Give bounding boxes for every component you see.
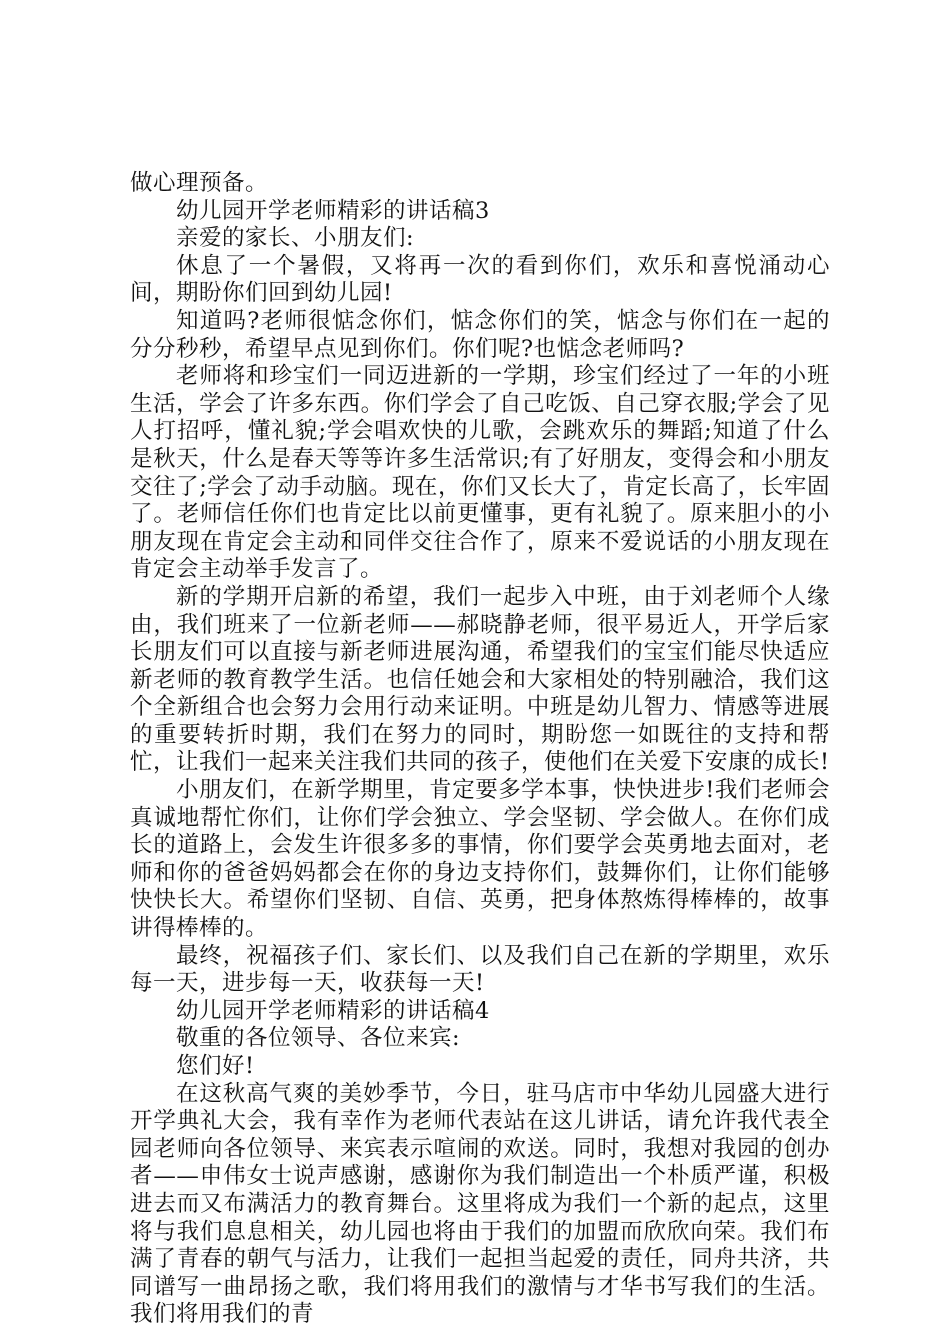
paragraph-continuation: 做心理预备。 [130,170,269,196]
paragraph: 老师将和珍宝们一同迈进新的一学期，珍宝们经过了一年的小班生活，学会了许多东西。你们学会了自己吃饭、自己穿衣服;学会了见人打招呼，懂礼貌;学会唱欢快的儿歌，会跳欢乐的舞蹈;知道了什么是秋天，什么是春天等等许多生活常识;有了好朋友，变得会和小朋友交往了;学会了动手动脑。现在，你们又长大了，肯定长高了，长牢固了。老师信任你们也肯定比以前更懂事，更有礼貌了。原来胆小的小朋友现在肯定会主动和同伴交往合作了，原来不爱说话的小朋友现在肯定会主动举手发言了。 [130,363,830,583]
paragraph: 新的学期开启新的希望，我们一起步入中班，由于刘老师个人缘由，我们班来了一位新老师——郝晓静老师，很平易近人，开学后家长朋友们可以直接与新老师进展沟通，希望我们的宝宝们能尽快适应新老师的教育教学生活。也信任她会和大家相处的特别融洽，我们这个全新组合也会努力会用行动来证明。中班是幼儿智力、情感等进展的重要转折时期，我们在努力的同时，期盼您一如既往的支持和帮忙，让我们一起来关注我们共同的孩子，使他们在关爱下安康的成长! [130,583,830,776]
paragraph: 在这秋高气爽的美妙季节，今日，驻马店市中华幼儿园盛大进行开学典礼大会，我有幸作为老师代表站在这儿讲话，请允许我代表全园老师向各位领导、来宾表示喧闹的欢送。同时，我想对我园的创办者——申伟女士说声感谢，感谢你为我们制造出一个朴质严谨，积极进去而又布满活力的教育舞台。这里将成为我们一个新的起点，这里将与我们息息相关，幼儿园也将由于我们的加盟而欣欣向荣。我们布满了青春的朝气与活力，让我们一起担当起爱的责任，同舟共济，共同谱写一曲昂扬之歌，我们将用我们的激情与才华书写我们的生活。我们将用我们的青 [130,1080,830,1328]
greeting: 您们好! [176,1053,255,1079]
document-body [130,170,830,1329]
paragraph: 小朋友们，在新学期里，肯定要多学本事，快快进步!我们老师会真诚地帮忙你们，让你们学会独立、学会坚韧、学会做人。在你们成长的道路上，会发生许很多多的事情，你们要学会英勇地去面对，老师和你的爸爸妈妈都会在你的身边支持你们，鼓舞你们，让你们能够快快长大。希望你们坚韧、自信、英勇，把身体熬炼得棒棒的，故事讲得棒棒的。 [130,777,830,942]
salutation: 亲爱的家长、小朋友们: [176,225,415,252]
section-heading: 幼儿园开学老师精彩的讲话稿4 [176,997,490,1024]
paragraph: 知道吗?老师很惦念你们，惦念你们的笑，惦念与你们在一起的分分秒秒，希望早点见到你们。你们呢?也惦念老师吗? [130,307,830,362]
section-heading: 幼儿园开学老师精彩的讲话稿3 [176,197,490,224]
paragraph: 最终，祝福孩子们、家长们、以及我们自己在新的学期里，欢乐每一天，进步每一天，收获每一天! [130,942,830,997]
paragraph: 休息了一个暑假，又将再一次的看到你们，欢乐和喜悦涌动心间，期盼你们回到幼儿园! [130,252,830,307]
salutation: 敬重的各位领导、各位来宾: [176,1025,461,1052]
